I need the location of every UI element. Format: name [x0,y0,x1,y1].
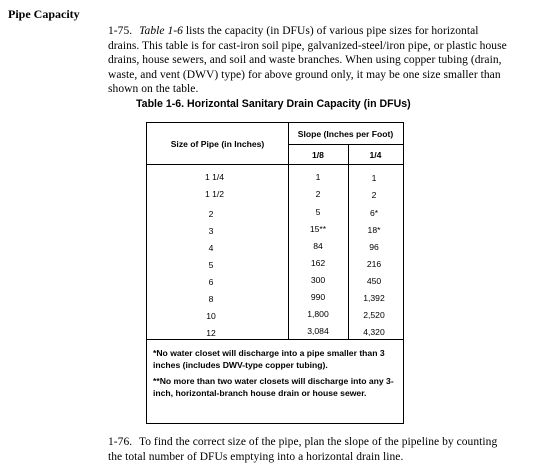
column-header-slope-1-4: 1/4 [369,150,382,160]
paragraph-1-76 [108,435,508,464]
drain-capacity-table [146,122,404,424]
cell-slope-1-8: 84 [313,241,323,251]
cell-slope-1-8: 15** [309,224,327,234]
cell-slope-1-8: 300 [310,275,326,285]
column-header-slope-1-8: 1/8 [312,150,324,160]
cell-pipe-size: 12 [206,328,216,338]
cell-slope-1-8: 3,084 [307,326,329,336]
cell-slope-1-8: 1 [315,172,321,182]
cell-pipe-size: 4 [208,243,214,253]
cell-slope-1-4: 2 [371,190,377,200]
cell-slope-1-8: 2 [315,189,321,199]
footnote-single-asterisk: *No water closet will discharge into a pipe smaller than 3 inches (includes DWV-type copper tubing). [153,348,385,370]
cell-pipe-size: 1 1/2 [204,189,225,199]
paragraph-text: To find the correct size of the pipe, plan the slope of the pipeline by counting the total number of DFUs emptying into a horizontal drain line. [108,436,498,463]
cell-slope-1-4: 2,520 [363,310,385,320]
cell-slope-1-8: 1,800 [307,309,329,319]
cell-slope-1-4: 216 [366,259,382,269]
cell-pipe-size: 6 [208,277,214,287]
cell-slope-1-8: 990 [310,292,326,302]
column-header-size: Size of Pipe (in Inches) [170,139,265,149]
cell-pipe-size: 1 1/4 [204,172,225,182]
cell-pipe-size: 3 [208,226,214,236]
paragraph-number: 1-76. [108,436,133,448]
footnote-double-asterisk: **No more than two water closets will discharge into any 3-inch, horizontal-branch house drain or house sewer. [153,376,394,398]
cell-pipe-size: 5 [208,260,214,270]
cell-slope-1-4: 4,320 [363,327,385,337]
cell-slope-1-4: 6* [369,208,379,218]
paragraph-number: 1-75. [108,25,133,37]
table-caption: Table 1-6. Horizontal Sanitary Drain Capacity (in DFUs) [136,98,411,110]
cell-pipe-size: 2 [208,209,214,219]
paragraph-text: lists the capacity (in DFUs) of various pipe sizes for horizontal drains. This table is for cast-iron soil pipe, galvanized-steel/iron pipe, or plastic house drains, house sewers, and soil and waste branches. When using copper tubing (drain, waste, and vent (DWV) type) for above ground only, it may be one size smaller than shown on the table. [108,25,507,96]
cell-slope-1-8: 162 [310,258,326,268]
cell-slope-1-4: 1 [371,173,377,183]
header-divider [288,144,403,145]
cell-pipe-size: 10 [206,311,216,321]
cell-slope-1-4: 450 [366,276,382,286]
notes-top-rule [147,339,403,340]
cell-slope-1-4: 96 [369,242,379,252]
table-reference: Table 1-6 [139,25,183,37]
cell-pipe-size: 8 [208,294,214,304]
section-title: Pipe Capacity [8,7,80,21]
cell-slope-1-4: 1,392 [363,293,385,303]
cell-slope-1-8: 5 [315,207,321,217]
cell-slope-1-4: 18* [367,225,381,235]
header-bottom-rule [147,164,403,165]
paragraph-1-75 [108,24,508,97]
column-header-slope: Slope (Inches per Foot) [297,129,394,139]
